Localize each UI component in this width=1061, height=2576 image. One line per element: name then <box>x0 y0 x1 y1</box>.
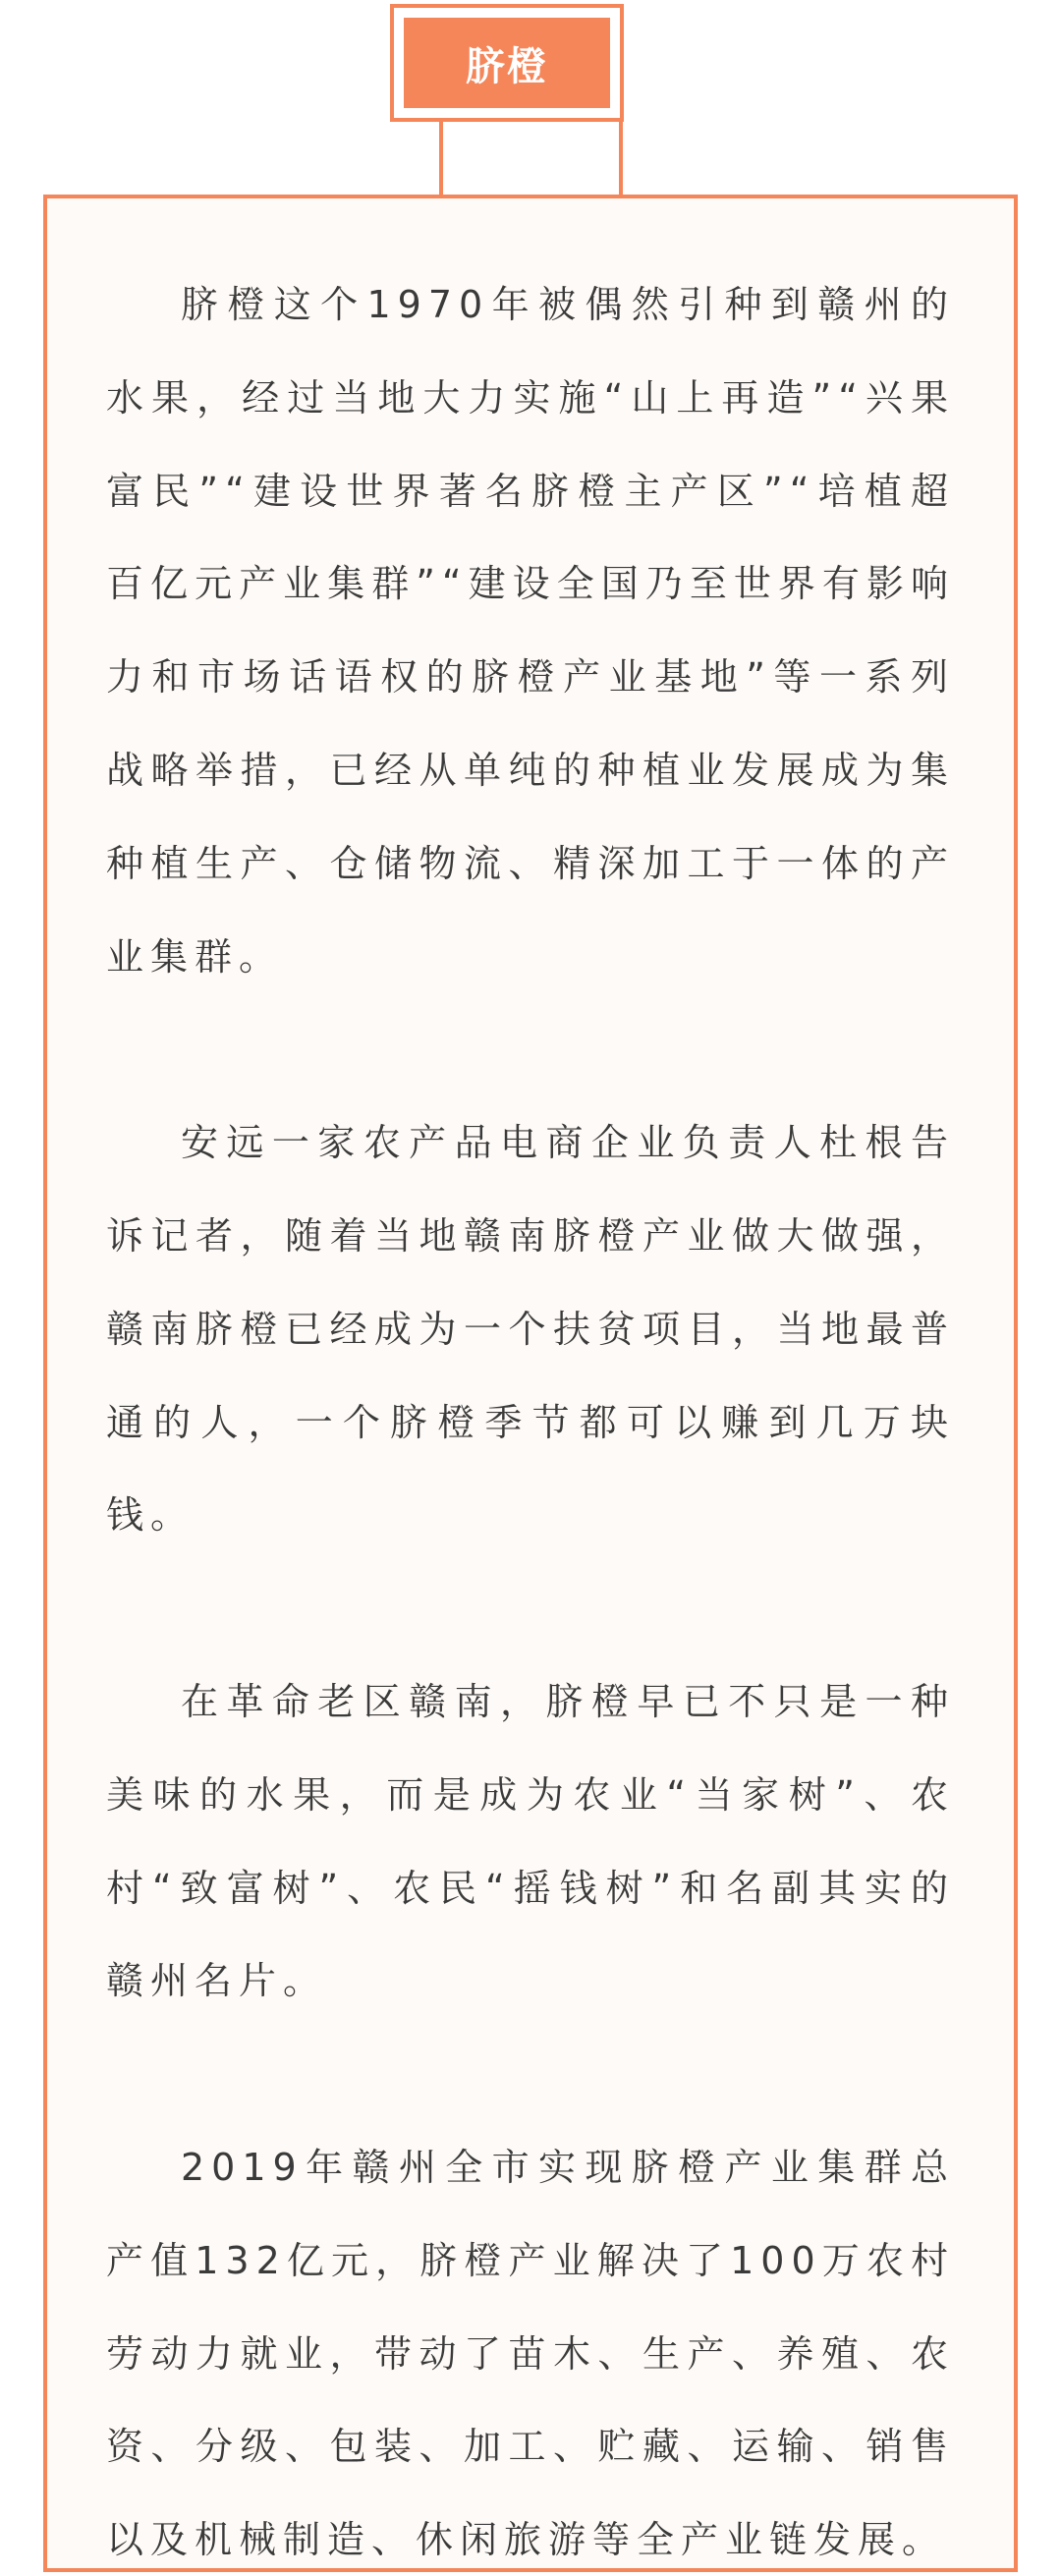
article-panel <box>43 195 1018 2572</box>
article-paragraph-3: 在革命老区赣南，脐橙早已不只是一种美味的水果，而是成为农业“当家树”、农村“致富树”、农民“摇钱树”和名副其实的赣州名片。 <box>106 1679 955 2003</box>
title-badge <box>404 18 610 108</box>
section-title: 脐橙 <box>466 43 548 89</box>
article-paragraph-1: 脐橙这个1970年被偶然引种到赣州的水果，经过当地大力实施“山上再造”“兴果富民”“建设世界著名脐橙主产区”“培植超百亿元产业集群”“建设全国乃至世界有影响力和市场话语权的脐橙产业基地”等一系列战略举措，已经从单纯的种植业发展成为集种植生产、仓储物流、精深加工于一体的产业集群。 <box>106 283 955 979</box>
connector-line-right <box>619 122 623 196</box>
connector-line-left <box>439 122 443 196</box>
article-paragraph-4: 2019年赣州全市实现脐橙产业集群总产值132亿元，脐橙产业解决了100万农村劳动力就业，带动了苗木、生产、养殖、农资、分级、包装、加工、贮藏、运输、销售以及机械制造、休闲旅游等全产业链发展。 <box>106 2145 955 2562</box>
article-paragraph-2: 安远一家农产品电商企业负责人杜根告诉记者，随着当地赣南脐橙产业做大做强，赣南脐橙已经成为一个扶贫项目，当地最普通的人，一个脐橙季节都可以赚到几万块钱。 <box>106 1121 955 1538</box>
title-badge-frame <box>390 4 624 122</box>
